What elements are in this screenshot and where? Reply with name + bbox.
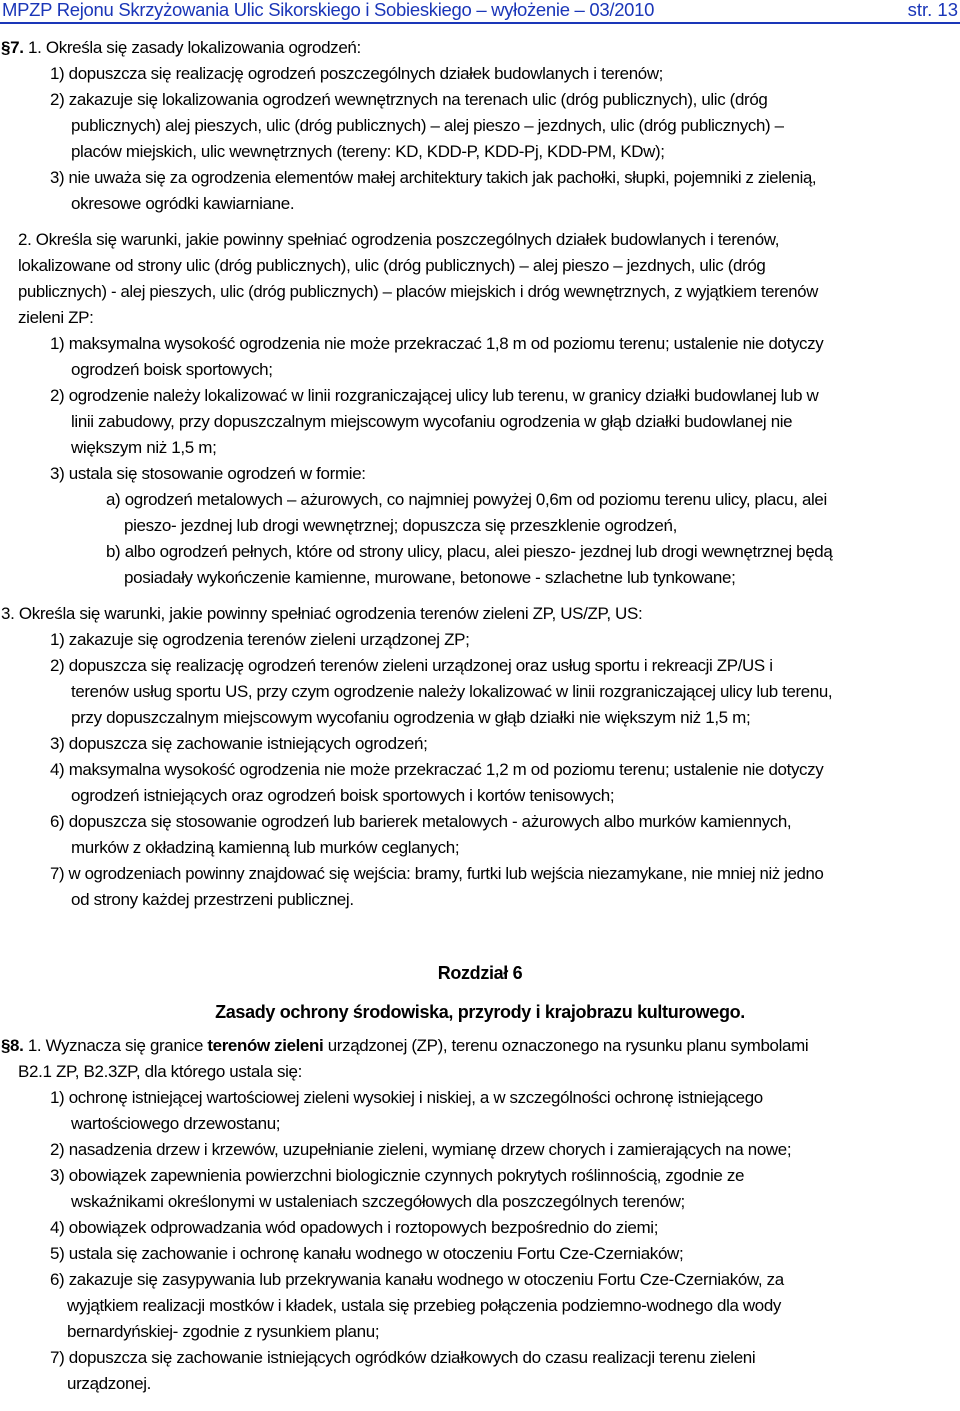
list-item: 7) dopuszcza się zachowanie istniejących ogródków działkowych do czasu realizacji terenu zieleni — [50, 1348, 756, 1367]
list-item-continuation: większym niż 1,5 m; — [71, 438, 217, 457]
list-item: 1) ochronę istniejącej wartościowej zieleni wysokiej i niskiej, a w szczególności ochronę istniejącego — [50, 1088, 763, 1107]
list-item: 3) dopuszcza się zachowanie istniejących ogrodzeń; — [50, 734, 428, 753]
sub-list-item: b) albo ogrodzeń pełnych, które od strony ulicy, placu, alei pieszo- jezdnej lub drogi wewnętrznej będą — [106, 542, 833, 561]
paragraph-number: §8. — [1, 1036, 24, 1055]
list-item: 3) nie uważa się za ogrodzenia elementów małej architektury takich jak pachołki, słupki, pojemniki z zielenią, — [50, 168, 817, 187]
list-item-continuation: terenów usług sportu US, przy czym ogrodzenie należy lokalizować w linii rozgraniczającej ulicy lub terenu, — [71, 682, 833, 701]
sub-list-item: a) ogrodzeń metalowych – ażurowych, co najmniej powyżej 0,6m od poziomu terenu ulicy, placu, alei — [106, 490, 827, 509]
sub-list-item-continuation: pieszo- jezdnej lub drogi wewnętrznej; dopuszcza się przeszklenie ogrodzeń, — [124, 516, 678, 535]
page-number: str. 13 — [907, 0, 958, 20]
list-item-continuation: wartościowego drzewostanu; — [71, 1114, 281, 1133]
list-item-continuation: przy dopuszczalnym miejscowym wycofaniu ogrodzenia w głąb działki nie większym niż 1,5 m; — [71, 708, 751, 727]
paragraph-7-intro — [1, 36, 361, 60]
list-item: 1) dopuszcza się realizację ogrodzeń poszczególnych działek budowlanych i terenów; — [50, 64, 664, 83]
chapter-title: Rozdział 6 — [437, 963, 523, 983]
list-item: 7) w ogrodzeniach powinny znajdować się wejścia: bramy, furtki lub wejścia niezamykane, nie mniej niż jedno — [50, 864, 824, 883]
list-item: 2) zakazuje się lokalizowania ogrodzeń wewnętrznych na terenach ulic (dróg publicznych), ulic (dróg — [50, 90, 768, 109]
list-item-continuation: placów miejskich, ulic wewnętrznych (tereny: KD, KDD-P, KDD-Pj, KDD-PM, KDw); — [71, 142, 665, 161]
paragraph-8-intro — [1, 1034, 808, 1058]
paragraph-line: publicznych) - alej pieszych, ulic (dróg publicznych) – placów miejskich i dróg wewnętrznych, z wyjątkiem terenów — [18, 282, 818, 301]
list-item: 4) maksymalna wysokość ogrodzenia nie może przekraczać 1,2 m od poziomu terenu; ustalenie nie dotyczy — [50, 760, 824, 779]
page-header — [0, 0, 960, 20]
list-item-continuation: bernardyńskiej- zgodnie z rysunkiem planu; — [67, 1322, 380, 1341]
sub-list-item-continuation: posiadały wykończenie kamienne, murowane, betonowe - szlachetne lub tynkowane; — [124, 568, 736, 587]
list-item: 3) ustala się stosowanie ogrodzeń w formie: — [50, 464, 366, 483]
paragraph-text: urządzonej (ZP), terenu oznaczonego na rysunku planu symbolami — [323, 1036, 809, 1055]
list-item: 6) dopuszcza się stosowanie ogrodzeń lub barierek metalowych - ażurowych albo murków kamiennych, — [50, 812, 792, 831]
paragraph-line: lokalizowane od strony ulic (dróg publicznych), ulic (dróg publicznych) – alej pieszo – jezdnych, ulic (dróg — [18, 256, 766, 275]
chapter-subtitle: Zasady ochrony środowiska, przyrody i krajobrazu kulturowego. — [215, 1002, 745, 1022]
list-item: 5) ustala się zachowanie i ochronę kanału wodnego w otoczeniu Fortu Cze-Czerniaków; — [50, 1244, 684, 1263]
list-item-continuation: publicznych) alej pieszych, ulic (dróg publicznych) – alej pieszo – jezdnych, ulic (dróg publicznych) – — [71, 116, 784, 135]
list-item: 2) nasadzenia drzew i krzewów, uzupełnianie zieleni, wymianę drzew chorych i zamierających na nowe; — [50, 1140, 792, 1159]
paragraph-text: 1. Określa się zasady lokalizowania ogrodzeń: — [23, 38, 361, 57]
emphasis-term: terenów zieleni — [207, 1036, 324, 1055]
list-item-continuation: urządzonej. — [67, 1374, 152, 1393]
paragraph-number: §7. — [1, 38, 24, 57]
list-item: 4) obowiązek odprowadzania wód opadowych i roztopowych bezpośrednio do ziemi; — [50, 1218, 659, 1237]
list-item-continuation: linii zabudowy, przy dopuszczalnym miejscowym wycofaniu ogrodzenia w głąb działki budowlanej nie — [71, 412, 793, 431]
list-item: 3) obowiązek zapewnienia powierzchni biologicznie czynnych pokrytych roślinnością, zgodnie ze — [50, 1166, 745, 1185]
list-item: 1) zakazuje się ogrodzenia terenów zieleni urządzonej ZP; — [50, 630, 470, 649]
list-item: 2) dopuszcza się realizację ogrodzeń terenów zieleni urządzonej oraz usług sportu i rekreacji ZP/US i — [50, 656, 773, 675]
list-item-continuation: okresowe ogródki kawiarniane. — [71, 194, 295, 213]
list-item-continuation: ogrodzeń boisk sportowych; — [71, 360, 273, 379]
list-item-continuation: od strony każdej przestrzeni publicznej. — [71, 890, 354, 909]
list-item-continuation: murków z okładziną kamienną lub murków ceglanych; — [71, 838, 460, 857]
list-item-continuation: wyjątkiem realizacji mostków i kładek, ustala się przebieg połączenia podziemno-wodnego dla wody — [67, 1296, 782, 1315]
paragraph-line: zieleni ZP: — [18, 308, 94, 327]
header-rule — [0, 22, 960, 24]
list-item: 2) ogrodzenie należy lokalizować w linii rozgraniczającej ulicy lub terenu, w granicy działki budowlanej lub w — [50, 386, 819, 405]
list-item: 6) zakazuje się zasypywania lub przekrywania kanału wodnego w otoczeniu Fortu Cze-Czerniaków, za — [50, 1270, 784, 1289]
document-title: MPZP Rejonu Skrzyżowania Ulic Sikorskiego i Sobieskiego – wyłożenie – 03/2010 — [2, 0, 655, 20]
list-item: 1) maksymalna wysokość ogrodzenia nie może przekraczać 1,8 m od poziomu terenu; ustalenie nie dotyczy — [50, 334, 824, 353]
paragraph-line: 3. Określa się warunki, jakie powinny spełniać ogrodzenia terenów zieleni ZP, US/ZP, US: — [1, 604, 643, 623]
list-item-continuation: wskaźnikami określonymi w ustaleniach szczegółowych dla poszczególnych terenów; — [71, 1192, 685, 1211]
list-item-continuation: ogrodzeń istniejących oraz ogrodzeń boisk sportowych i kortów tenisowych; — [71, 786, 615, 805]
paragraph-line: B2.1 ZP, B2.3ZP, dla którego ustala się: — [18, 1062, 302, 1081]
paragraph-text: 1. Wyznacza się granice — [23, 1036, 208, 1055]
paragraph-line: 2. Określa się warunki, jakie powinny spełniać ogrodzenia poszczególnych działek budowlanych i terenów, — [18, 230, 780, 249]
